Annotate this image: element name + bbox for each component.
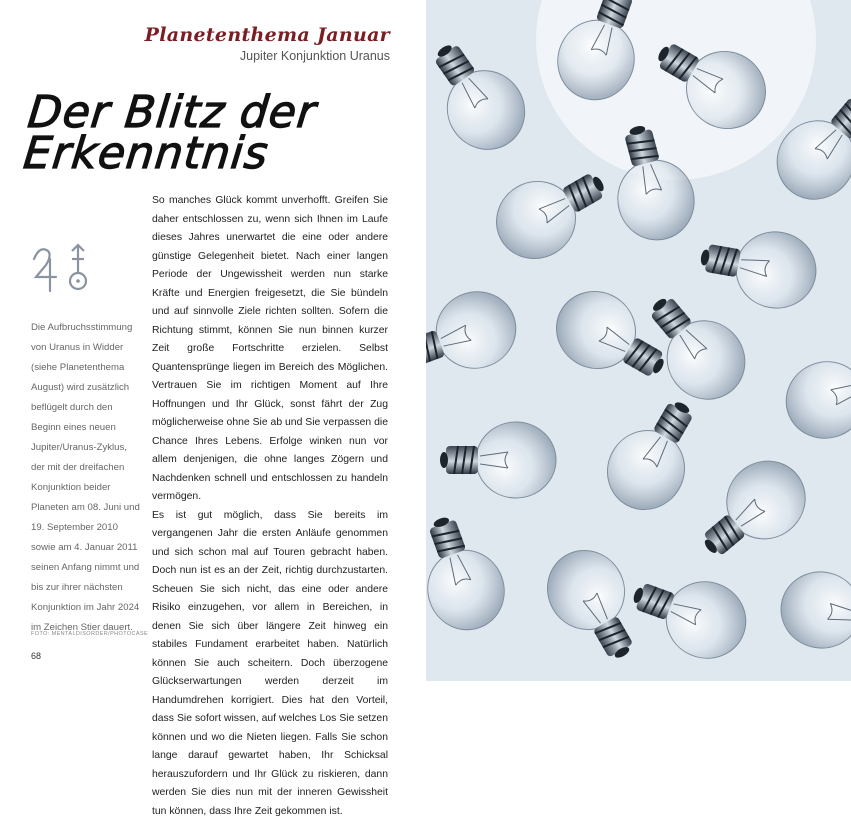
jupiter-uranus-conjunction-icon	[30, 237, 110, 297]
body-paragraph-2: Es ist gut möglich, dass Sie bereits im vergangenen Jahr die ersten Anläufe genommen und sich schon mal auf Touren gebracht haben. Doch nun ist es an der Zeit, richtig durchzustarten. Scheuen Sie sich nicht, das eine oder andere Risiko einzugehen, vor allem in Bereichen, in denen Sie sich über längere Zeit hinweg ein stabiles Fundament erarbeitet haben. Natürlich können Sie auch scheitern. Doch überzogene Glückserwartungen werden derzeit im Handumdrehen korrigiert. Dies hat den Vorteil, dass Sie sofort wissen, auf welches Los Sie setzen können und wo die Nieten liegen. Falls Sie schon lange darauf gewartet haben, Ihr Schicksal herauszufordern und Ihr Glück zu riskieren, dann werden Sie dies nun mit der inneren Gewissheit tun können, dass Ihre Zeit gekommen ist.	[152, 507, 388, 821]
body-paragraph-1: So manches Glück kommt unverhofft. Greifen Sie daher entschlossen zu, wenn sich Ihnen im Laufe dieses Jahres unerwartet die eine oder andere günstige Gelegenheit bietet. Nach einer langen Periode der Ungewissheit werden nun starke Kräfte und Energien freigesetzt, die Sie bündeln und auf sinnvolle Ziele richten sollten. Sofern die Richtung stimmt, können Sie nun binnen kurzer Zeit große Fortschritte erzielen. Selbst Quantensprünge liegen im Bereich des Möglichen. Vertrauen Sie im richtigen Moment auf Ihre Hoffnungen und Ihr Glück, sonst fährt der Zug möglicherweise ohne Sie ab und Sie verpassen die Chance Ihres Lebens. Erfolge winken nun vor allem denjenigen, die ohne langes Zögern und Nachdenken schnell und entschlossen zu handeln vermögen.	[152, 192, 388, 507]
sidebar-note	[31, 318, 141, 638]
photo-credit: FOTO: MENTALDISORDER/PHOTOCASE	[31, 631, 148, 637]
light-bulbs-illustration	[426, 0, 851, 681]
light-bulbs-photo	[426, 0, 851, 681]
headline-line-1: Der Blitz der	[26, 92, 318, 133]
section-subtitle: Jupiter Konjunktion Uranus	[240, 49, 390, 63]
headline-line-2: Erkenntnis	[22, 133, 314, 174]
body-text	[152, 192, 388, 821]
sidebar-text: Die Aufbruchsstimmung von Uranus in Widder (siehe Planetenthema August) wird zusätzlich beflügelt durch den Beginn eines neuen Jupiter/Uranus-Zyklus, der mit der dreifachen Konjunktion beider Planeten am 08. Juni und 19. September 2010 sowie am 4. Januar 2011 seinen Anfang nimmt und bis zur ihrer nächsten Konjunktion im Jahr 2024 im Zeichen Stier dauert.	[31, 318, 141, 638]
page-number: 68	[31, 651, 41, 661]
section-title: Planetenthema Januar	[145, 24, 390, 46]
headline	[22, 92, 319, 174]
left-page	[0, 0, 426, 681]
